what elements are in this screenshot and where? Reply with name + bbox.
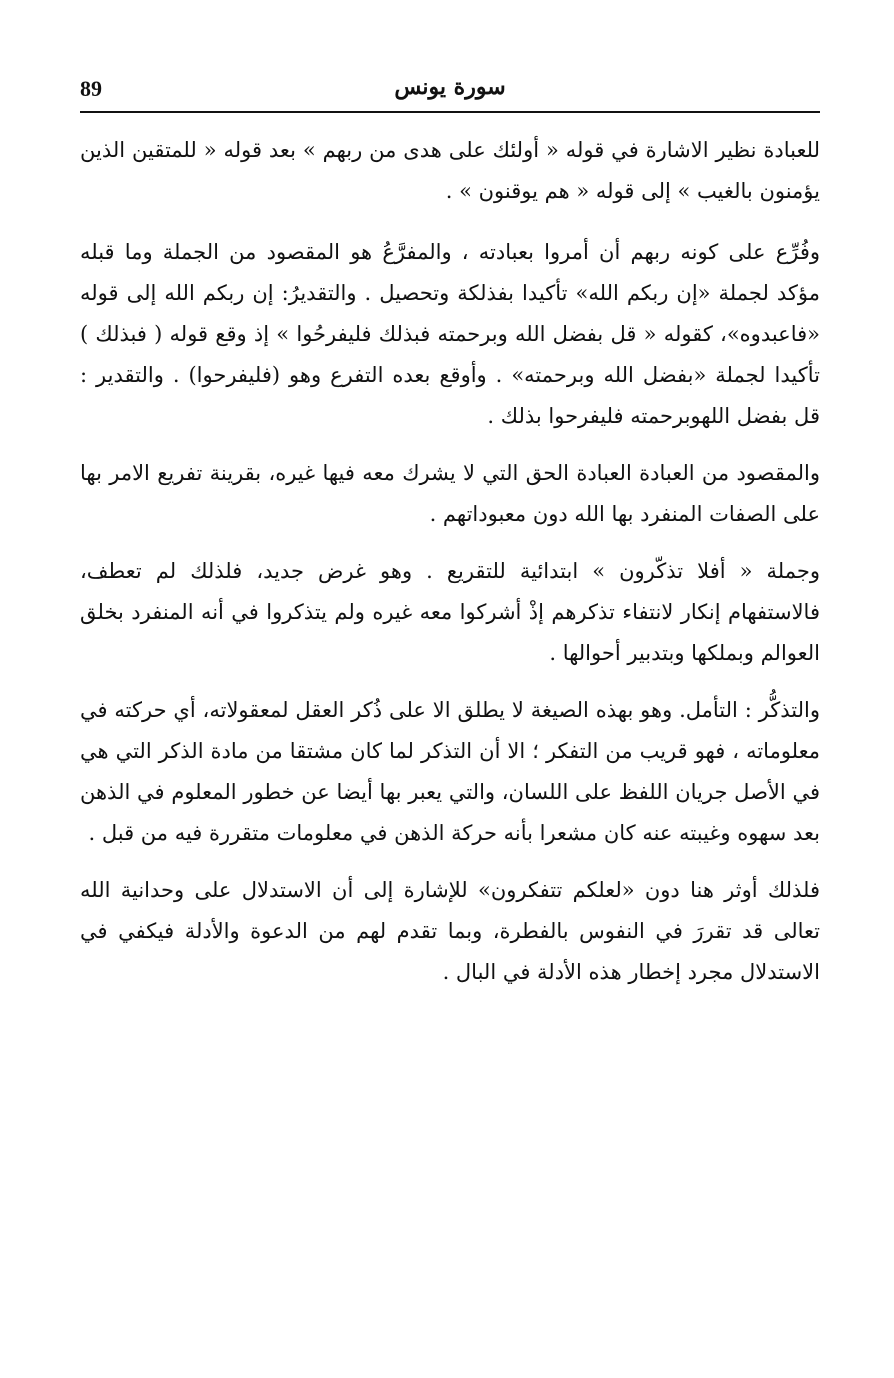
paragraph: وفُرِّع على كونه ربهم أن أمروا بعبادته ، والمفرَّعُ هو المقصود من الجملة وما قبله مؤكد لجملة «إن ربكم الله» تأكيدا بفذلكة وتحصيل . والتقديرُ: إن ربكم الله إلى قوله «فاعبدوه»، كقوله « قل بفضل الله وبرحمته فبذلك فليفرحُوا » إذ وقع قوله ( فبذلك ) تأكيدا لجملة «بفضل الله وبرحمته» . وأوقع بعده التفرع وهو (فليفرحوا) . والتقدير : قل بفضل اللهوبرحمته فليفرحوا بذلك . <box>80 240 820 428</box>
page-header <box>80 72 820 112</box>
page-body <box>80 130 820 1009</box>
paragraph: والمقصود من العبادة العبادة الحق التي لا يشرك معه فيها غيره، بقرينة تفريع الامر بها على الصفات المنفرد بها الله دون معبوداتهم . <box>80 461 820 526</box>
paragraph: والتذكُّر : التأمل. وهو بهذه الصيغة لا يطلق الا على ذُكر العقل لمعقولاته، أي حركته في معلوماته ، فهو قريب من التفكر ؛ الا أن التذكر لما كان مشتقا من مادة الذكر التي هي في الأصل جريان اللفظ على اللسان، والتي يعبر بها أيضا عن خطور المعلوم في الذهن بعد سهوه وغيبته عنه كان مشعرا بأنه حركة الذهن في معلومات متقررة فيه من قبل . <box>80 698 820 845</box>
header-divider <box>80 111 820 113</box>
paragraph: وجملة « أفلا تذكّرون » ابتدائية للتقريع . وهو غرض جديد، فلذلك لم تعطف، فالاستفهام إنكار لانتفاء تذكرهم إذْ أشركوا معه غيره ولم يتذكروا في أنه المنفرد بخلق العوالم وبملكها وبتدبير أحوالها . <box>80 559 820 665</box>
paragraph: فلذلك أوثر هنا دون «لعلكم تتفكرون» للإشارة إلى أن الاستدلال على وحدانية الله تعالى قد تقررَ في النفوس بالفطرة، وبما تقدم لهم من الدعوة والأدلة فيكفي في الاستدلال مجرد إخطار هذه الأدلة في البال . <box>80 878 820 984</box>
paragraph: للعبادة نظير الاشارة في قوله « أولئك على هدى من ربهم » بعد قوله « للمتقين الذين يؤمنون بالغيب » إلى قوله « هم يوقنون » . <box>80 138 820 203</box>
surah-title: سورة يونس <box>394 74 506 100</box>
page-number: 89 <box>80 76 102 101</box>
